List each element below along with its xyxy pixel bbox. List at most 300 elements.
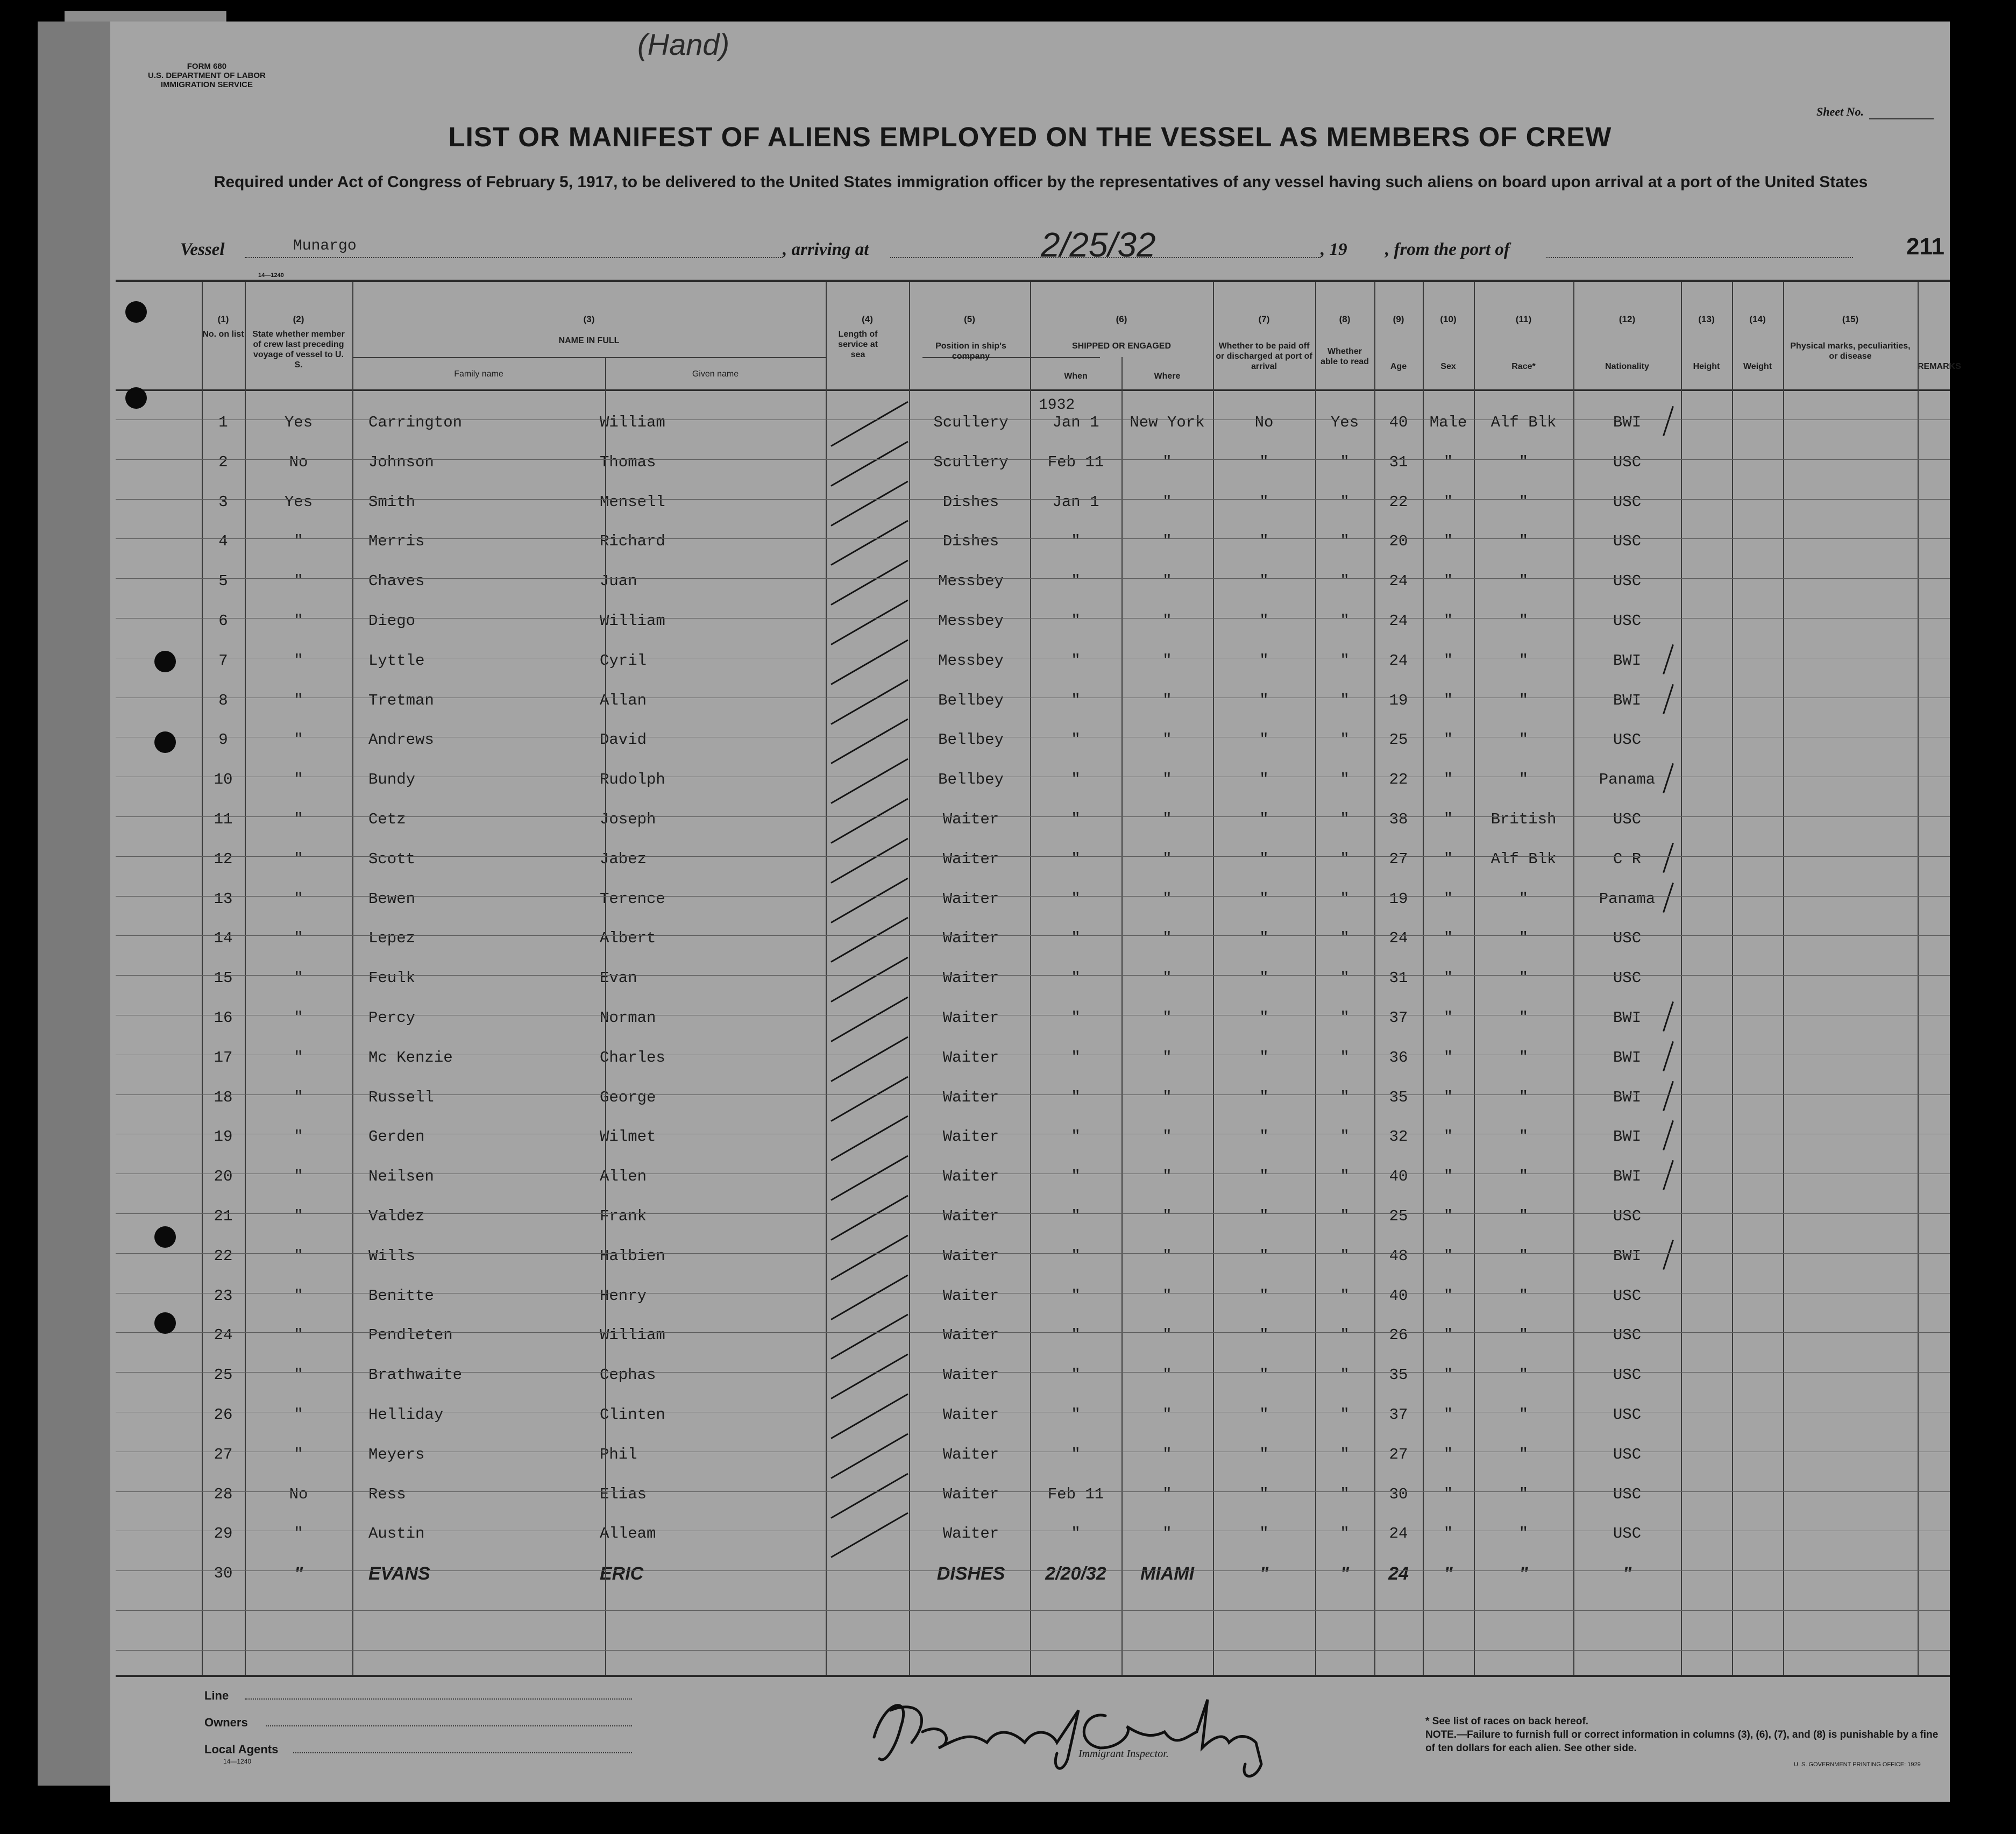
arriving-label: , arriving at [783, 240, 869, 259]
cell-race: " [1518, 929, 1529, 948]
form-code-bottom: 14—1240 [223, 1758, 252, 1765]
column-rule [1918, 282, 1919, 1675]
cell-read: " [1340, 969, 1350, 987]
sheet-number: 211 [1906, 233, 1944, 260]
cell-sex: " [1443, 1286, 1453, 1305]
page-subtitle: Required under Act of Congress of February 5, 1917, to be delivered to the United States immigration officer by the representatives of any vessel having such aliens on board upon arrival at a port of the United States [214, 173, 1868, 191]
cell-paid: " [1259, 691, 1269, 709]
cell-when: Feb 11 [1047, 453, 1104, 471]
cell-age: 27 [1389, 1445, 1408, 1463]
cell-prev: " [294, 1048, 303, 1067]
cell-position: Bellbey [938, 691, 1004, 709]
service-slash-mark [830, 837, 908, 883]
row-rule [116, 499, 1950, 500]
service-slash-mark [830, 877, 908, 923]
cell-prev: " [294, 1445, 303, 1463]
cell-prev: Yes [284, 493, 313, 511]
cell-read: " [1340, 1088, 1350, 1106]
cell-age: 38 [1389, 811, 1408, 828]
col6-num: (6) [1116, 314, 1127, 324]
cell-family: Pendleten [368, 1326, 453, 1345]
cell-age: 37 [1389, 1009, 1408, 1027]
cell-where: " [1162, 651, 1172, 670]
agents-field [293, 1752, 632, 1753]
cell-where: " [1162, 890, 1172, 908]
row-rule [116, 459, 1950, 460]
cell-sex: " [1443, 850, 1453, 868]
cell-family: Diego [368, 612, 416, 630]
service-slash-mark [830, 480, 908, 526]
cell-nat: C R [1613, 850, 1642, 868]
cell-age: 27 [1389, 850, 1408, 868]
cell-prev: " [294, 1009, 303, 1027]
cell-sex: " [1443, 811, 1453, 828]
cell-age: 22 [1389, 493, 1408, 511]
cell-age: 48 [1389, 1247, 1408, 1265]
column-rule [1732, 282, 1733, 1675]
cell-when: " [1071, 850, 1081, 868]
col15-num: (15) [1842, 314, 1859, 324]
vessel-line [180, 225, 1944, 269]
col3-given-label: Given name [692, 369, 739, 379]
cell-prev: " [294, 1366, 303, 1384]
service-slash-mark [830, 560, 908, 606]
cell-nat: USC [1613, 1485, 1642, 1503]
row-rule [116, 1372, 1950, 1373]
cell-paid: " [1259, 1525, 1269, 1543]
cell-prev: " [294, 1326, 303, 1345]
cell-paid: " [1259, 1128, 1269, 1146]
cell-race: Alf Blk [1490, 414, 1557, 431]
cell-race: " [1518, 612, 1529, 630]
cell-given: Elias [600, 1485, 647, 1503]
cell-family: Bewen [368, 890, 416, 908]
agents-label: Local Agents [204, 1743, 279, 1756]
cell-when: " [1071, 1326, 1081, 1345]
cell-prev: " [294, 1525, 303, 1543]
cell-nat: USC [1613, 969, 1642, 987]
cell-sex: " [1443, 929, 1453, 948]
col10-num: (10) [1440, 314, 1457, 324]
row-rule [116, 1332, 1950, 1333]
col3-label: NAME IN FULL [558, 336, 620, 345]
cell-nat: USC [1613, 731, 1642, 749]
cell-when: " [1071, 572, 1081, 591]
cell-when: " [1071, 969, 1081, 987]
cell-family: Mc Kenzie [368, 1048, 453, 1067]
cell-read: " [1340, 1009, 1350, 1027]
cell-read: " [1340, 811, 1350, 828]
cell-no: 12 [214, 850, 233, 868]
cell-age: 26 [1389, 1326, 1408, 1345]
cell-sex: " [1443, 691, 1453, 709]
cell-where: " [1162, 929, 1172, 948]
cell-where: " [1162, 453, 1172, 471]
cell-where: " [1162, 532, 1172, 551]
cell-age: 24 [1389, 929, 1408, 948]
cell-nat: BWI [1613, 1088, 1642, 1106]
cell-paid: " [1259, 731, 1269, 749]
cell-when: 2/20/32 [1045, 1563, 1106, 1584]
cell-prev: " [294, 890, 303, 908]
cell-where: " [1162, 572, 1172, 591]
col15-label: Physical marks, peculiarities, or disease [1790, 342, 1911, 361]
col8-num: (8) [1339, 314, 1351, 324]
row-rule [116, 896, 1950, 897]
cell-family: Smith [368, 493, 416, 511]
cell-paid: " [1259, 1009, 1269, 1027]
cell-position: Waiter [942, 850, 999, 868]
cell-read: " [1340, 1207, 1350, 1225]
cell-paid: " [1259, 811, 1269, 828]
cell-no: 30 [214, 1565, 233, 1583]
col11-num: (11) [1515, 314, 1532, 324]
crew-table [116, 280, 1961, 1677]
cell-sex: " [1443, 1366, 1453, 1384]
column-rule [826, 282, 827, 1675]
cell-family: EVANS [368, 1563, 430, 1584]
cell-age: 25 [1389, 731, 1408, 749]
cell-prev: " [294, 1247, 303, 1265]
cell-sex: " [1443, 771, 1453, 789]
cell-nat: " [1622, 1563, 1632, 1584]
cell-nat: USC [1613, 1366, 1642, 1384]
cell-age: 24 [1389, 572, 1408, 591]
service-slash-mark [830, 957, 908, 1003]
cell-nat: USC [1613, 493, 1642, 511]
cell-family: Andrews [368, 731, 434, 749]
cell-no: 26 [214, 1406, 233, 1424]
cell-race: " [1518, 1247, 1529, 1265]
cell-when: " [1071, 651, 1081, 670]
cell-given: Richard [600, 532, 665, 551]
cell-paid: " [1259, 1563, 1269, 1584]
cell-age: 30 [1389, 1485, 1408, 1503]
cell-position: Messbey [938, 572, 1004, 591]
cell-prev: " [294, 1406, 303, 1424]
cell-when: " [1071, 1525, 1081, 1543]
col1-num: (1) [217, 314, 229, 324]
cell-nat: USC [1613, 1445, 1642, 1463]
cell-position: Waiter [942, 1009, 999, 1027]
cell-read: " [1340, 612, 1350, 630]
col14-label: Weight [1743, 362, 1772, 371]
cell-given: Mensell [600, 493, 665, 511]
service-slash-mark [830, 1314, 908, 1360]
cell-where: New York [1130, 414, 1205, 431]
cell-given: Albert [600, 929, 656, 948]
cell-nat: BWI [1613, 1247, 1642, 1265]
col13-label: Height [1693, 362, 1720, 371]
cell-no: 7 [218, 651, 228, 670]
service-slash-mark [830, 401, 908, 447]
row-rule [116, 1570, 1950, 1571]
cell-race: " [1518, 969, 1529, 987]
cell-read: " [1340, 1326, 1350, 1345]
cell-read: " [1340, 1406, 1350, 1424]
cell-sex: " [1443, 1207, 1453, 1225]
row-rule [116, 975, 1950, 976]
cell-no: 25 [214, 1366, 233, 1384]
column-rule [352, 282, 353, 1675]
cell-sex: " [1443, 453, 1453, 471]
cell-family: Valdez [368, 1207, 425, 1225]
cell-paid: " [1259, 850, 1269, 868]
cell-race: " [1518, 1406, 1529, 1424]
cell-position: Waiter [942, 1326, 999, 1345]
cell-when: " [1071, 1366, 1081, 1384]
cell-where: " [1162, 612, 1172, 630]
cell-when: " [1071, 612, 1081, 630]
cell-nat: USC [1613, 811, 1642, 828]
cell-position: DISHES [936, 1563, 1005, 1584]
cell-read: " [1340, 771, 1350, 789]
cell-prev: " [294, 691, 303, 709]
cell-no: 4 [218, 532, 228, 551]
cell-family: Wills [368, 1247, 416, 1265]
cell-age: 22 [1389, 771, 1408, 789]
cell-where: " [1162, 1128, 1172, 1146]
cell-sex: " [1443, 572, 1453, 591]
row-rule [116, 1213, 1950, 1214]
col12-num: (12) [1619, 314, 1636, 324]
service-slash-mark [830, 440, 908, 486]
cell-no: 27 [214, 1445, 233, 1463]
service-slash-mark [830, 1354, 908, 1399]
service-slash-mark [830, 520, 908, 566]
cell-where: " [1162, 1168, 1172, 1186]
cell-age: 31 [1389, 969, 1408, 987]
cell-given: David [600, 731, 647, 749]
service-slash-mark [830, 1394, 908, 1439]
binder-hole [154, 1312, 176, 1334]
cell-given: Clinten [600, 1406, 665, 1424]
cell-when: " [1071, 890, 1081, 908]
sheet-no-line [1869, 118, 1934, 119]
inspector-signature [853, 1678, 1337, 1786]
header-rule [116, 389, 1950, 391]
year-annotation: 1932 [1039, 397, 1075, 414]
cell-paid: " [1259, 1406, 1269, 1424]
cell-prev: " [294, 1168, 303, 1186]
note-races: * See list of races on back hereof. [1425, 1716, 1589, 1727]
cell-read: " [1340, 890, 1350, 908]
col2-label: State whether member of crew last preceding voyage of vessel to U. S. [252, 330, 345, 369]
cell-no: 19 [214, 1128, 233, 1146]
cell-given: Jabez [600, 850, 647, 868]
cell-nat: USC [1613, 1207, 1642, 1225]
cell-position: Waiter [942, 1128, 999, 1146]
cell-when: " [1071, 1207, 1081, 1225]
cell-age: 35 [1389, 1366, 1408, 1384]
column-rule [1681, 282, 1682, 1675]
cell-where: " [1162, 1088, 1172, 1106]
cell-age: 31 [1389, 453, 1408, 471]
cell-nat: BWI [1613, 691, 1642, 709]
cell-given: William [600, 612, 665, 630]
cell-when: " [1071, 1247, 1081, 1265]
cell-prev: " [294, 532, 303, 551]
form-number: FORM 680 U.S. DEPARTMENT OF LABOR IMMIGRATION SERVICE [148, 62, 266, 89]
row-rule [116, 1610, 1950, 1611]
cell-paid: No [1254, 414, 1274, 431]
name-subheader-rule [352, 357, 826, 358]
cell-when: " [1071, 1445, 1081, 1463]
cell-sex: " [1444, 1563, 1453, 1584]
cell-prev: " [294, 969, 303, 987]
service-slash-mark [830, 1274, 908, 1320]
cell-no: 6 [218, 612, 228, 630]
cell-read: " [1340, 453, 1350, 471]
cell-prev: " [294, 771, 303, 789]
column-rule [1121, 357, 1123, 1675]
cell-race: " [1518, 771, 1529, 789]
cell-given: Cyril [600, 651, 647, 670]
cell-nat: USC [1613, 1286, 1642, 1305]
cell-race: " [1518, 493, 1529, 511]
owners-field [266, 1725, 632, 1726]
service-slash-mark [830, 1195, 908, 1241]
cell-read: " [1340, 1286, 1350, 1305]
cell-no: 13 [214, 890, 233, 908]
binder-hole [154, 1226, 176, 1248]
column-rule [1315, 282, 1316, 1675]
cell-age: 32 [1389, 1128, 1408, 1146]
vessel-label: Vessel [180, 240, 225, 259]
row-rule [116, 578, 1950, 579]
line-field [245, 1698, 632, 1700]
cell-race: " [1518, 1168, 1529, 1186]
cell-no: 20 [214, 1168, 233, 1186]
col4-label: Length of service at sea [838, 330, 878, 359]
cell-paid: " [1259, 1088, 1269, 1106]
note-penalty: NOTE.—Failure to furnish full or correct information in columns (3), (6), (7), and (8) is punishable by a fine of ten dollars for each alien. See other side. [1425, 1729, 1939, 1754]
cell-paid: " [1259, 1048, 1269, 1067]
cell-no: 28 [214, 1485, 233, 1503]
cell-prev: " [294, 612, 303, 630]
cell-position: Waiter [942, 811, 999, 828]
cell-paid: " [1259, 1485, 1269, 1503]
cell-read: " [1340, 1168, 1350, 1186]
service-slash-mark [830, 639, 908, 685]
cell-prev: " [294, 572, 303, 591]
line-label: Line [204, 1689, 229, 1702]
col11-label: Race* [1511, 362, 1536, 371]
cell-race: " [1518, 651, 1529, 670]
cell-nat: BWI [1613, 1128, 1642, 1146]
cell-position: Waiter [942, 1048, 999, 1067]
column-rule [202, 282, 203, 1675]
cell-family: Cetz [368, 811, 406, 828]
cell-paid: " [1259, 1445, 1269, 1463]
cell-no: 16 [214, 1009, 233, 1027]
col2-num: (2) [293, 314, 304, 324]
col9-num: (9) [1393, 314, 1404, 324]
cell-position: Dishes [942, 532, 999, 551]
cell-position: Waiter [942, 1207, 999, 1225]
cell-no: 2 [218, 453, 228, 471]
cell-sex: " [1443, 651, 1453, 670]
service-slash-mark [830, 600, 908, 645]
cell-when: " [1071, 771, 1081, 789]
service-slash-mark [830, 1155, 908, 1201]
cell-family: Meyers [368, 1445, 425, 1463]
remarks-label: REMARKS [1918, 362, 1961, 371]
cell-where: " [1162, 1207, 1172, 1225]
cell-prev: " [294, 651, 303, 670]
cell-paid: " [1259, 890, 1269, 908]
cell-read: " [1340, 691, 1350, 709]
form-code-top: 14—1240 [258, 272, 284, 279]
cell-prev: No [289, 1485, 308, 1503]
cell-position: Waiter [942, 969, 999, 987]
cell-family: Benitte [368, 1286, 434, 1305]
cell-nat: USC [1613, 612, 1642, 630]
cell-given: Rudolph [600, 771, 665, 789]
col7-num: (7) [1258, 314, 1270, 324]
cell-position: Waiter [942, 1366, 999, 1384]
printing-office: U. S. GOVERNMENT PRINTING OFFICE: 1929 [1794, 1761, 1921, 1768]
cell-position: Scullery [933, 414, 1009, 431]
column-rule [1213, 282, 1214, 1675]
cell-where: " [1162, 1366, 1172, 1384]
cell-no: 22 [214, 1247, 233, 1265]
col9-label: Age [1390, 362, 1407, 371]
service-slash-mark [830, 917, 908, 963]
page-title: LIST OR MANIFEST OF ALIENS EMPLOYED ON THE VESSEL AS MEMBERS OF CREW [448, 122, 1612, 152]
cell-paid: " [1259, 1168, 1269, 1186]
cell-where: " [1162, 1326, 1172, 1345]
cell-where: " [1162, 731, 1172, 749]
cell-age: 40 [1389, 1168, 1408, 1186]
cell-sex: " [1443, 1048, 1453, 1067]
inspector-label: Immigrant Inspector. [1078, 1748, 1169, 1760]
cell-given: Cephas [600, 1366, 656, 1384]
cell-nat: Panama [1599, 890, 1656, 908]
cell-nat: BWI [1613, 414, 1642, 431]
row-rule [116, 816, 1950, 817]
cell-read: " [1340, 1247, 1350, 1265]
cell-age: 24 [1389, 1525, 1408, 1543]
cell-sex: " [1443, 1525, 1453, 1543]
cell-paid: " [1259, 453, 1269, 471]
col14-num: (14) [1749, 314, 1766, 324]
cell-family: Scott [368, 850, 416, 868]
col4-num: (4) [862, 314, 873, 324]
cell-given: William [600, 1326, 665, 1345]
cell-position: Waiter [942, 1247, 999, 1265]
cell-sex: " [1443, 532, 1453, 551]
cell-position: Waiter [942, 1168, 999, 1186]
cell-given: Terence [600, 890, 665, 908]
column-rule [605, 357, 606, 1675]
cell-sex: " [1443, 1247, 1453, 1265]
cell-race: " [1518, 1326, 1529, 1345]
cell-given: Wilmet [600, 1128, 656, 1146]
cell-nat: USC [1613, 1406, 1642, 1424]
cell-race: " [1518, 1048, 1529, 1067]
cell-race: " [1518, 572, 1529, 591]
cell-sex: " [1443, 1168, 1453, 1186]
cell-paid: " [1259, 1207, 1269, 1225]
cell-where: " [1162, 1286, 1172, 1305]
service-slash-mark [830, 1433, 908, 1478]
year-label: , 19 [1321, 240, 1347, 259]
cell-age: 25 [1389, 1207, 1408, 1225]
vessel-name: Munargo [293, 238, 357, 254]
cell-family: Brathwaite [368, 1366, 463, 1384]
cell-no: 21 [214, 1207, 233, 1225]
